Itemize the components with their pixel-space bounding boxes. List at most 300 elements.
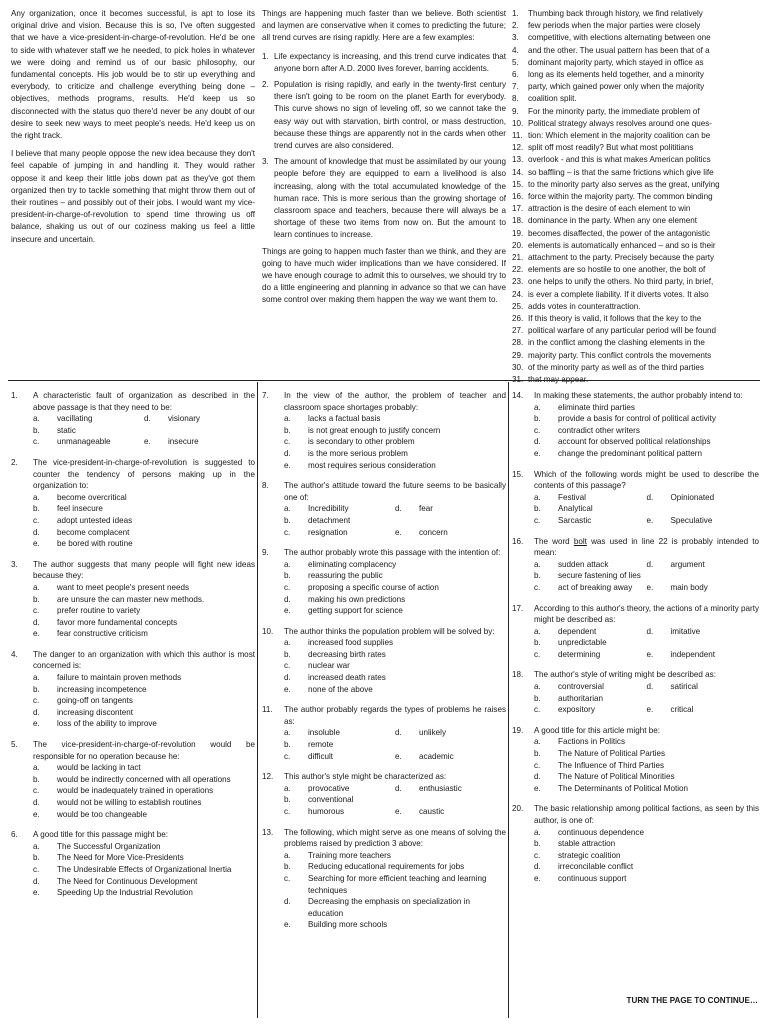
question-number: 13. bbox=[262, 827, 274, 837]
example-body: Life expectancy is increasing, and this trend curve indicates that anyone born after A.D. 2000 lives forever, barring accidents. bbox=[274, 51, 506, 73]
answer-option-row bbox=[512, 503, 759, 515]
question-text: The author's style of writing might be described as: bbox=[534, 670, 716, 680]
answer-option bbox=[262, 448, 506, 460]
option-text: prefer routine to variety bbox=[57, 606, 141, 616]
answer-option-row bbox=[262, 806, 506, 818]
questions-column-3 bbox=[512, 390, 759, 894]
answer-option-row bbox=[262, 527, 506, 539]
answer-option bbox=[647, 626, 760, 638]
answer-option bbox=[284, 503, 395, 515]
numbered-line bbox=[512, 301, 759, 313]
option-letter: a. bbox=[284, 638, 291, 648]
option-letter: b. bbox=[33, 425, 40, 435]
option-text: Building more schools bbox=[308, 920, 388, 930]
numbered-line bbox=[512, 203, 759, 215]
option-letter: e. bbox=[395, 527, 402, 537]
option-text: detachment bbox=[308, 515, 351, 525]
option-text: sudden attack bbox=[558, 559, 609, 569]
answer-option bbox=[534, 626, 647, 638]
option-text: The Need for More Vice-Presidents bbox=[57, 853, 184, 863]
question-stem bbox=[512, 469, 759, 492]
question bbox=[262, 480, 506, 538]
line-number: 9. bbox=[512, 106, 519, 116]
option-text: static bbox=[57, 425, 76, 435]
numbered-line bbox=[512, 179, 759, 191]
option-letter: c. bbox=[33, 864, 40, 874]
option-letter: c. bbox=[534, 425, 541, 435]
option-letter: e. bbox=[646, 582, 654, 592]
line-text: If this theory is valid, it follows that the key to the bbox=[528, 314, 702, 324]
question-stem bbox=[11, 649, 255, 672]
answer-option bbox=[11, 492, 255, 504]
option-text: continuous dependence bbox=[558, 827, 644, 837]
answer-option bbox=[144, 436, 255, 448]
numbered-line bbox=[512, 264, 759, 276]
question-text: The author probably regards the types of problems he raises as: bbox=[284, 705, 506, 726]
option-letter: e. bbox=[646, 515, 654, 525]
answer-option bbox=[534, 649, 647, 661]
question-stem bbox=[11, 457, 255, 492]
numbered-line bbox=[512, 240, 759, 252]
line-text: that may appear. bbox=[528, 375, 589, 385]
option-letter: e. bbox=[33, 629, 40, 639]
answer-option bbox=[647, 637, 760, 649]
question-text: The author's attitude toward the future seems to be basically one of: bbox=[284, 481, 506, 502]
question-number: 3. bbox=[11, 559, 18, 569]
line-number: 17. bbox=[512, 204, 524, 214]
answer-option bbox=[512, 850, 759, 862]
answer-option bbox=[512, 425, 759, 437]
question-number: 12. bbox=[262, 772, 274, 782]
option-text: eliminate third parties bbox=[558, 402, 635, 412]
option-letter: a. bbox=[33, 492, 40, 502]
question-number: 5. bbox=[11, 740, 18, 750]
option-letter: a. bbox=[534, 559, 541, 569]
answer-option bbox=[512, 736, 759, 748]
question bbox=[11, 739, 255, 820]
option-text: academic bbox=[419, 751, 454, 761]
option-text: concern bbox=[419, 527, 448, 537]
option-text: be bored with routine bbox=[57, 539, 133, 549]
answer-option bbox=[11, 538, 255, 550]
option-letter: e. bbox=[33, 809, 40, 819]
question-number: 17. bbox=[512, 603, 524, 613]
answer-option bbox=[262, 570, 506, 582]
option-letter: c. bbox=[534, 515, 541, 525]
option-letter: a. bbox=[534, 626, 541, 636]
question bbox=[262, 704, 506, 762]
question-stem bbox=[11, 390, 255, 413]
option-text: vacillating bbox=[57, 414, 93, 424]
answer-option bbox=[11, 876, 255, 888]
option-letter: c. bbox=[284, 751, 291, 761]
question-number: 9. bbox=[262, 548, 269, 558]
option-letter: a. bbox=[534, 402, 541, 412]
answer-option bbox=[262, 896, 506, 919]
option-letter bbox=[647, 503, 671, 515]
answer-option bbox=[11, 628, 255, 640]
answer-option bbox=[534, 582, 647, 594]
option-letter: c. bbox=[33, 437, 40, 447]
option-letter: a. bbox=[284, 414, 291, 424]
option-letter: b. bbox=[284, 649, 291, 659]
option-letter: b. bbox=[284, 425, 291, 435]
option-text: making his own predictions bbox=[308, 594, 406, 604]
answer-option bbox=[11, 503, 255, 515]
line-number: 24. bbox=[512, 289, 524, 299]
answer-option bbox=[284, 739, 395, 751]
answer-option bbox=[512, 436, 759, 448]
answer-option-row bbox=[512, 681, 759, 693]
answer-option bbox=[284, 527, 395, 539]
option-text: The Influence of Third Parties bbox=[558, 760, 665, 770]
answer-option bbox=[144, 413, 255, 425]
numbered-line bbox=[512, 313, 759, 325]
answer-option bbox=[647, 582, 760, 594]
line-text: elements are so hostile to one another, the bolt of bbox=[528, 265, 706, 275]
line-text: political warfare of any particular period will be found bbox=[528, 326, 717, 336]
option-text: Factions in Politics bbox=[558, 737, 626, 747]
option-letter: c. bbox=[33, 515, 40, 525]
option-text: increased food supplies bbox=[308, 638, 394, 648]
option-text: determining bbox=[558, 649, 601, 659]
question-number: 10. bbox=[262, 626, 274, 636]
option-text: fear constructive criticism bbox=[57, 629, 148, 639]
answer-option bbox=[33, 425, 144, 437]
example-number: 2. bbox=[262, 80, 269, 90]
example-body: The amount of knowledge that must be assimilated by our young people before they are equipped to earn a livelihood is also increasing, along with the total accumulated knowledge of the human race. This is more serious than the growing shortage of classroom space and teachers, because there will always be a shortage of these two items from now on. But the amount to learn continues to increase. bbox=[274, 157, 506, 240]
option-text: feel insecure bbox=[57, 504, 103, 514]
question-text: The author thinks the population problem will be solved by: bbox=[284, 626, 495, 636]
line-text: attachment to the party. Precisely because the party bbox=[528, 253, 715, 263]
option-letter: e. bbox=[534, 783, 541, 793]
question-number: 14. bbox=[512, 391, 524, 400]
line-text: split off most readily? But what most polititians bbox=[528, 143, 694, 153]
numbered-line bbox=[512, 57, 759, 69]
numbered-line bbox=[512, 106, 759, 118]
option-letter: c. bbox=[284, 527, 291, 537]
option-letter: a. bbox=[33, 414, 40, 424]
question-stem bbox=[262, 827, 506, 850]
line-number: 15. bbox=[512, 179, 524, 189]
example-body: Population is rising rapidly, and early in the twenty-first century there isn't going to be room on the planet Earth for everybody. This curve shows no sign of leveling off, so we cannot take the easy way out with starvation, birth control, or mass destruction, because these things are apparently not in the cards when other trend curves are also considered. bbox=[274, 80, 506, 151]
line-text: and the other. The usual pattern has been that of a bbox=[528, 45, 710, 55]
numbered-line bbox=[512, 154, 759, 166]
line-text: dominant majority party, which stayed in office as bbox=[528, 57, 704, 67]
example-item bbox=[262, 79, 506, 152]
question-number: 6. bbox=[11, 830, 18, 840]
option-text: going-off on tangents bbox=[57, 696, 133, 706]
line-text: becomes disaffected, the power of the antagonistic bbox=[528, 228, 711, 238]
answer-option bbox=[11, 762, 255, 774]
question-text: A good title for this article might be: bbox=[534, 725, 660, 735]
line-number: 14. bbox=[512, 167, 524, 177]
option-letter: e. bbox=[395, 807, 402, 816]
option-letter bbox=[647, 570, 671, 582]
option-letter: b. bbox=[534, 571, 541, 581]
line-text: dominance in the party. When any one element bbox=[528, 216, 698, 226]
answer-option bbox=[262, 637, 506, 649]
answer-option bbox=[262, 425, 506, 437]
answer-option-row bbox=[512, 649, 759, 661]
option-letter: e. bbox=[33, 539, 40, 549]
numbered-line bbox=[512, 289, 759, 301]
option-text: are unsure the can master new methods. bbox=[57, 594, 205, 604]
numbered-line bbox=[512, 142, 759, 154]
option-text: increasing discontent bbox=[57, 707, 134, 717]
question-text: According to this author's theory, the actions of a minority party might be described as: bbox=[534, 603, 759, 625]
option-letter: e. bbox=[646, 705, 654, 715]
answer-option bbox=[395, 783, 506, 795]
answer-option bbox=[647, 515, 760, 527]
answer-option bbox=[512, 873, 759, 885]
option-text: irreconcilable conflict bbox=[558, 862, 634, 872]
question-stem bbox=[262, 626, 506, 638]
option-letter: a. bbox=[33, 841, 40, 851]
option-text: is secondary to other problem bbox=[308, 437, 415, 447]
numbered-line bbox=[512, 20, 759, 32]
example-item bbox=[262, 156, 506, 241]
question-text: The vice-president-in-charge-of-revolution is suggested to counter the tendency of persons making up in the organization to: bbox=[33, 457, 255, 491]
section-divider bbox=[8, 380, 760, 381]
numbered-line bbox=[512, 130, 759, 142]
question-text: The danger to an organization with which this author is most concerned is: bbox=[33, 649, 255, 671]
line-text: competitive, with elections alternating between one bbox=[528, 33, 711, 43]
passage-future-trends bbox=[262, 8, 506, 313]
answer-option bbox=[11, 864, 255, 876]
question-text: A good title for this passage might be: bbox=[33, 830, 168, 840]
option-text: humorous bbox=[308, 807, 344, 816]
numbered-line bbox=[512, 45, 759, 57]
answer-option bbox=[262, 660, 506, 672]
option-letter: a. bbox=[534, 492, 541, 502]
option-letter: b. bbox=[284, 571, 291, 581]
option-letter: e. bbox=[395, 751, 402, 761]
question-text: The basic relationship among political factions, as seen by this author, is one of: bbox=[534, 804, 759, 825]
question-number: 16. bbox=[512, 536, 524, 546]
question-stem bbox=[262, 390, 506, 413]
line-text: in the conflict among the clashing elements in the bbox=[528, 338, 705, 348]
option-text: reassuring the public bbox=[308, 571, 383, 581]
numbered-line bbox=[512, 228, 759, 240]
numbered-line bbox=[512, 69, 759, 81]
option-letter: b. bbox=[33, 684, 40, 694]
line-number: 12. bbox=[512, 143, 524, 153]
option-letter: b. bbox=[534, 414, 541, 424]
question-number: 11. bbox=[262, 705, 273, 715]
answer-option bbox=[512, 838, 759, 850]
line-text: of the minority party as well as of the third parties bbox=[528, 362, 704, 372]
option-letter bbox=[395, 515, 419, 527]
question-stem bbox=[262, 480, 506, 503]
option-text: act of breaking away bbox=[558, 582, 633, 592]
option-text: secure fastening of lies bbox=[558, 571, 641, 581]
question-stem bbox=[11, 829, 255, 841]
option-text: controversial bbox=[558, 682, 604, 692]
option-letter bbox=[647, 637, 671, 649]
answer-option bbox=[512, 783, 759, 795]
option-letter: c. bbox=[534, 850, 541, 860]
option-letter: a. bbox=[534, 737, 541, 747]
line-text: Thumbing back through history, we find relatively bbox=[528, 9, 703, 18]
option-text: expository bbox=[558, 705, 595, 715]
answer-option bbox=[11, 774, 255, 786]
answer-option bbox=[11, 841, 255, 853]
line-number: 28. bbox=[512, 338, 524, 348]
answer-option bbox=[395, 503, 506, 515]
option-text: Sarcastic bbox=[558, 515, 592, 525]
question-number: 8. bbox=[262, 481, 269, 491]
numbered-line bbox=[512, 252, 759, 264]
option-letter: d. bbox=[33, 617, 40, 627]
answer-option bbox=[512, 861, 759, 873]
option-text: would be inadequately trained in operations bbox=[57, 786, 214, 796]
option-text: authoritarian bbox=[558, 693, 603, 703]
answer-option bbox=[284, 727, 395, 739]
option-text: is the more serious problem bbox=[308, 448, 408, 458]
option-letter: e. bbox=[534, 873, 541, 883]
question bbox=[262, 547, 506, 617]
answer-option-row bbox=[512, 570, 759, 582]
option-text: difficult bbox=[308, 751, 334, 761]
line-number: 16. bbox=[512, 192, 524, 202]
answer-option bbox=[395, 727, 506, 739]
question bbox=[262, 626, 506, 696]
option-letter: b. bbox=[33, 774, 40, 784]
line-number: 19. bbox=[512, 228, 524, 238]
option-letter: d. bbox=[284, 673, 291, 683]
answer-option bbox=[11, 852, 255, 864]
answer-option bbox=[647, 649, 760, 661]
answer-option bbox=[395, 806, 506, 818]
line-text: elements is automatically enhanced – and so is their bbox=[528, 240, 716, 250]
option-letter: b. bbox=[33, 504, 40, 514]
option-letter: b. bbox=[534, 839, 541, 849]
option-text: visionary bbox=[168, 414, 200, 424]
answer-option bbox=[11, 617, 255, 629]
question-text: A characteristic fault of organization as described in the above passage is that they need to be: bbox=[33, 391, 255, 412]
answer-option bbox=[647, 693, 760, 705]
answer-option-row bbox=[11, 413, 255, 425]
option-letter: b. bbox=[33, 853, 40, 863]
passage-paragraph: I believe that many people oppose the new idea because they don't feel capable of jumping in and handling it. They would rather oppose it and keep their little jobs down pat as they've got them organized then try to tackle something that might throw them out of their routines – and possibly out of their jobs. I would want my vice-president-in-charge-of-revolution to spend time throwing us off balance, shaking us out of our coziness making us feel a little insecure and uncertain. bbox=[11, 149, 255, 244]
line-number: 21. bbox=[512, 253, 524, 263]
option-letter: c. bbox=[33, 786, 40, 796]
option-text: caustic bbox=[419, 807, 445, 816]
option-letter: a. bbox=[33, 763, 40, 773]
line-text: adds votes in counterattraction. bbox=[528, 301, 641, 311]
option-letter: d. bbox=[33, 876, 40, 886]
option-letter bbox=[395, 794, 419, 806]
option-letter: b. bbox=[33, 594, 40, 604]
answer-option-row bbox=[262, 751, 506, 763]
question-stem bbox=[11, 559, 255, 582]
answer-option bbox=[512, 827, 759, 839]
question bbox=[262, 827, 506, 931]
option-letter: d. bbox=[395, 504, 402, 514]
option-text: dependent bbox=[558, 626, 597, 636]
answer-option bbox=[395, 794, 506, 806]
option-letter: b. bbox=[284, 862, 291, 872]
option-text: insoluble bbox=[308, 728, 340, 738]
numbered-line bbox=[512, 93, 759, 105]
question bbox=[512, 469, 759, 527]
option-letter: d. bbox=[534, 437, 541, 447]
answer-option bbox=[144, 425, 255, 437]
option-letter: e. bbox=[534, 448, 541, 458]
answer-option bbox=[534, 637, 647, 649]
line-text: attraction is the desire of each element to win bbox=[528, 204, 691, 214]
option-text: Reducing educational requirements for jobs bbox=[308, 862, 465, 872]
option-text: become complacent bbox=[57, 527, 130, 537]
option-text: The Need for Continuous Development bbox=[57, 876, 198, 886]
answer-option bbox=[33, 436, 144, 448]
option-text: eliminating complacency bbox=[308, 559, 397, 569]
option-letter: c. bbox=[33, 606, 40, 616]
answer-option bbox=[262, 684, 506, 696]
passage-political-parties bbox=[512, 8, 759, 386]
line-number: 25. bbox=[512, 301, 524, 311]
option-letter: e. bbox=[284, 460, 291, 470]
answer-option bbox=[512, 760, 759, 772]
answer-option bbox=[284, 783, 395, 795]
option-letter: d. bbox=[646, 626, 654, 636]
option-letter: c. bbox=[284, 582, 291, 592]
answer-option bbox=[647, 492, 760, 504]
line-number: 27. bbox=[512, 326, 524, 336]
option-letter: b. bbox=[534, 638, 541, 648]
numbered-line bbox=[512, 167, 759, 179]
answer-option bbox=[262, 850, 506, 862]
option-text: become overcritical bbox=[57, 492, 127, 502]
option-text: strategic coalition bbox=[558, 850, 621, 860]
answer-option bbox=[512, 402, 759, 414]
option-letter: b. bbox=[284, 795, 291, 805]
answer-option-row bbox=[262, 727, 506, 739]
answer-option bbox=[534, 492, 647, 504]
option-letter: a. bbox=[33, 673, 40, 683]
answer-option bbox=[284, 515, 395, 527]
answer-option bbox=[534, 559, 647, 571]
option-letter: b. bbox=[534, 749, 541, 759]
option-letter: b. bbox=[284, 515, 291, 525]
option-text: would be too changeable bbox=[57, 809, 148, 819]
answer-option bbox=[534, 704, 647, 716]
option-letter bbox=[144, 425, 168, 437]
question-stem bbox=[512, 536, 759, 559]
answer-option bbox=[534, 570, 647, 582]
option-letter: e. bbox=[33, 719, 40, 729]
option-text: change the predominant political pattern bbox=[558, 448, 702, 458]
option-letter: d. bbox=[284, 594, 291, 604]
option-text: increased death rates bbox=[308, 673, 386, 683]
question-text: In making these statements, the author probably intend to: bbox=[534, 391, 743, 400]
example-text bbox=[262, 79, 506, 152]
option-text: would be lacking in tact bbox=[57, 763, 141, 773]
answer-option bbox=[11, 515, 255, 527]
numbered-line bbox=[512, 81, 759, 93]
question-text: The author probably wrote this passage with the intention of: bbox=[284, 548, 501, 558]
answer-option-row bbox=[512, 582, 759, 594]
option-text: independent bbox=[670, 649, 716, 659]
option-text: most requires serious consideration bbox=[308, 460, 436, 470]
option-text: critical bbox=[670, 705, 694, 715]
option-text: increasing incompetence bbox=[57, 684, 147, 694]
option-letter: d. bbox=[284, 448, 291, 458]
numbered-line bbox=[512, 276, 759, 288]
answer-option bbox=[534, 693, 647, 705]
question bbox=[11, 559, 255, 640]
